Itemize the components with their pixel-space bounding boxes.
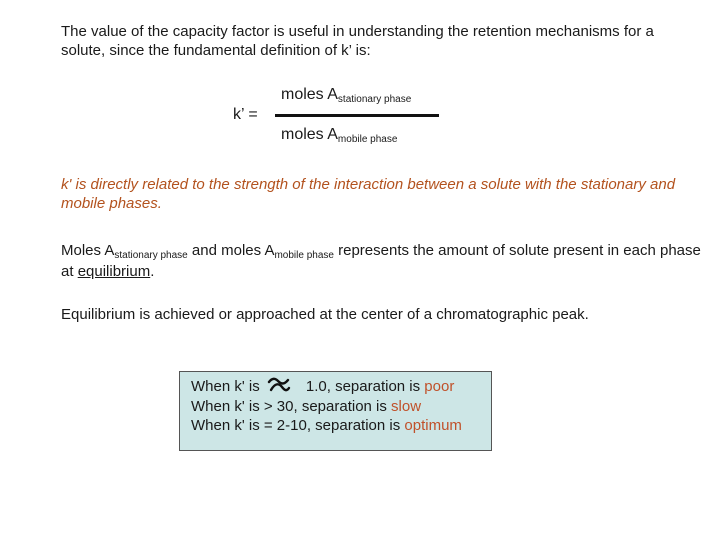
approximately-equal-icon [266,377,292,393]
equilibrium-link: equilibrium [77,263,151,280]
summary-box [179,371,492,451]
moles-paragraph [61,241,706,281]
numerator-main: moles A [281,86,338,103]
moles-subscript-stationary: stationary phase [114,250,188,261]
equilibrium-note: Equilibrium is achieved or approached at the center of a chromatographic peak. [61,306,589,323]
moles-text-2: and moles A [187,242,275,259]
denominator-main: moles A [281,126,338,143]
summary-result-optimum: optimum [404,417,462,434]
equation-lhs: k’ = [233,106,258,123]
equation-numerator [281,86,411,104]
summary-line-optimum [191,416,491,436]
summary-line-slow [191,397,491,417]
summary-line-prefix: When k' is > 30, separation is [191,397,392,415]
moles-subscript-mobile: mobile phase [274,250,334,261]
interaction-note: k' is directly related to the strength of the interaction between a solute with the stationary and mobile phases. [61,176,676,212]
moles-text-4: . [150,263,155,280]
denominator-subscript: mobile phase [337,134,398,145]
summary-result-slow: slow [391,397,422,415]
moles-text-3: represents the amount of solute present in each phase at [61,242,701,280]
summary-result-poor: poor [424,378,455,395]
summary-line-prefix: When k' is = 2-10, separation is [191,417,405,434]
summary-line-condition: 1.0, separation is [305,378,425,395]
fraction-bar [275,114,439,117]
summary-line-prefix: When k' is [191,378,260,395]
moles-text-1: Moles A [61,242,115,259]
numerator-subscript: stationary phase [337,94,412,105]
equation-denominator [281,126,397,144]
intro-paragraph: The value of the capacity factor is useful in understanding the retention mechanisms for a solute, since the fundamental definition of k’ is: [61,23,654,59]
summary-line-poor [191,377,491,397]
